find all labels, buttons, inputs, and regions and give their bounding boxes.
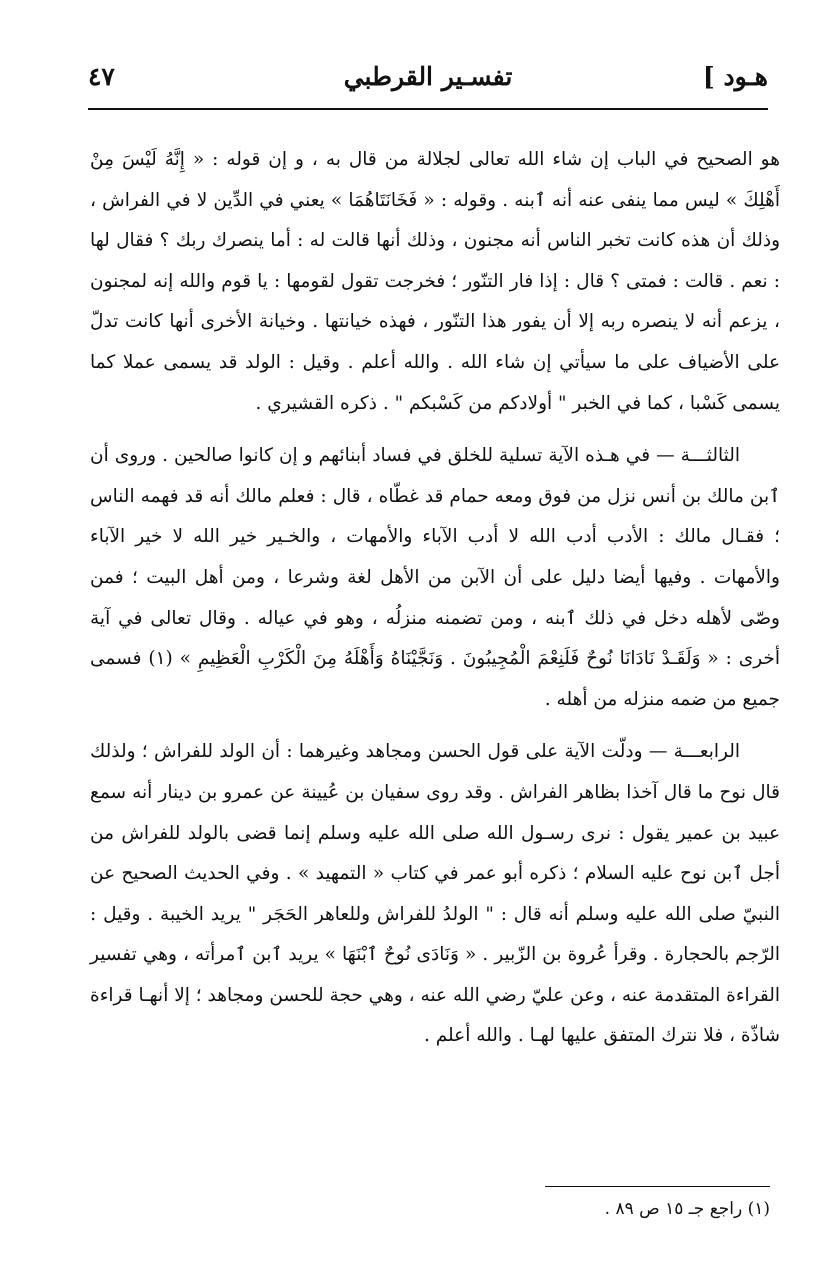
- running-title: تفسـير القرطبي: [343, 62, 513, 91]
- paragraph-third-issue: الثالثـــة — في هـذه الآية تسلية للخلق في فساد أبنائهم و إن كانوا صالحين . وروى أن ٱبن مالك بن أنس نزل من فوق ومعه حمام قد غطّاه ، قال : فعلم مالك أنه قد فهمه الناس ؛ فقـال مالك : الأدب أدب الله لا أدب الآباء والأمهات ، والخـير خير الله لا خير الآباء والأمهات . وفيها أيضا دليل على أن الآبن من الأهل لغة وشرعا ، ومن أهل البيت ؛ فمن وصّى لأهله دخل في ذلك ٱبنه ، ومن تضمنه منزلُه ، وهو في عياله . وقال تعالى في آية أخرى : « وَلَقَـدْ نَادَانَا نُوحٌ فَلَنِعْمَ الْمُجِيبُونَ . وَنَجَّيْنَاهُ وَأَهْلَهُ مِنَ الْكَرْبِ الْعَظِيمِ » (١) فسمى جميع من ضمه منزله من أهله .: [90, 445, 780, 710]
- page-header: [88, 62, 768, 106]
- paragraph-fourth-issue: الرابعـــة — ودلّت الآية على قول الحسن ومجاهد وغيرهما : أن الولد للفراش ؛ ولذلك قال نوح ما قال آخذا بظاهر الفراش . وقد روى سفيان بن عُيينة عن عمرو بن دينار أنه سمع عبيد بن عمير يقول : نرى رسـول الله صلى الله عليه وسلم إنما قضى بالولد للفراش من أجل ٱبن نوح عليه السلام ؛ ذكره أبو عمر في كتاب « التمهيد » . وفي الحديث الصحيح عن النبيّ صلى الله عليه وسلم أنه قال : " الولدُ للفراش وللعاهر الحَجَر " يريد الخيبة . وقيل : الرّجم بالحجارة . وقرأ عُروة بن الزّبير . « وَنَادَى نُوحٌ ٱبْنَهَا » يريد ٱبن ٱمرأته ، وهي تفسير القراءة المتقدمة عنه ، وعن عليّ رضي الله عنه ، وهي حجة للحسن ومجاهد ؛ إلا أنهـا قراءة شاذّة ، فلا نترك المتفق عليها لهـا . والله أعلم .: [90, 741, 780, 1047]
- paragraph-continuation: هو الصحيح في الباب إن شاء الله تعالى لجلالة من قال به ، و إن قوله : « إِنَّهُ لَيْسَ مِنْ أَهْلِكَ » ليس مما ينفى عنه أنه ٱبنه . وقوله : « فَخَانَتَاهُمَا » يعني في الدِّين لا في الفراش ، وذلك أن هذه كانت تخبر الناس أنه مجنون ، وذلك أنها قالت له : أما ينصرك ربك ؟ فقال لها : نعم . قالت : فمتى ؟ قال : إذا فار التنّور ؛ فخرجت تقول لقومها : يا قوم والله إنه لمجنون ، يزعم أنه لا ينصره ربه إلا أن يفور هذا التنّور ، فهذه خيانتها . وخيانة الأخرى أنها كانت تدلّ على الأضياف على ما سيأتي إن شاء الله . والله أعلم . وقيل : الولد قد يسمى عملا كما يسمى كَسْبا ، كما في الخبر " أولادكم من كَسْبكم " . ذكره القشيري .: [90, 149, 780, 414]
- header-rule: [88, 108, 768, 110]
- footnote-rule: [545, 1186, 770, 1187]
- main-text: [90, 140, 780, 1069]
- page-number: ٤٧: [88, 62, 115, 91]
- footnote: (١) راجع جـ ١٥ ص ٨٩ .: [604, 1199, 770, 1219]
- surah-name: هـود ]: [702, 62, 768, 91]
